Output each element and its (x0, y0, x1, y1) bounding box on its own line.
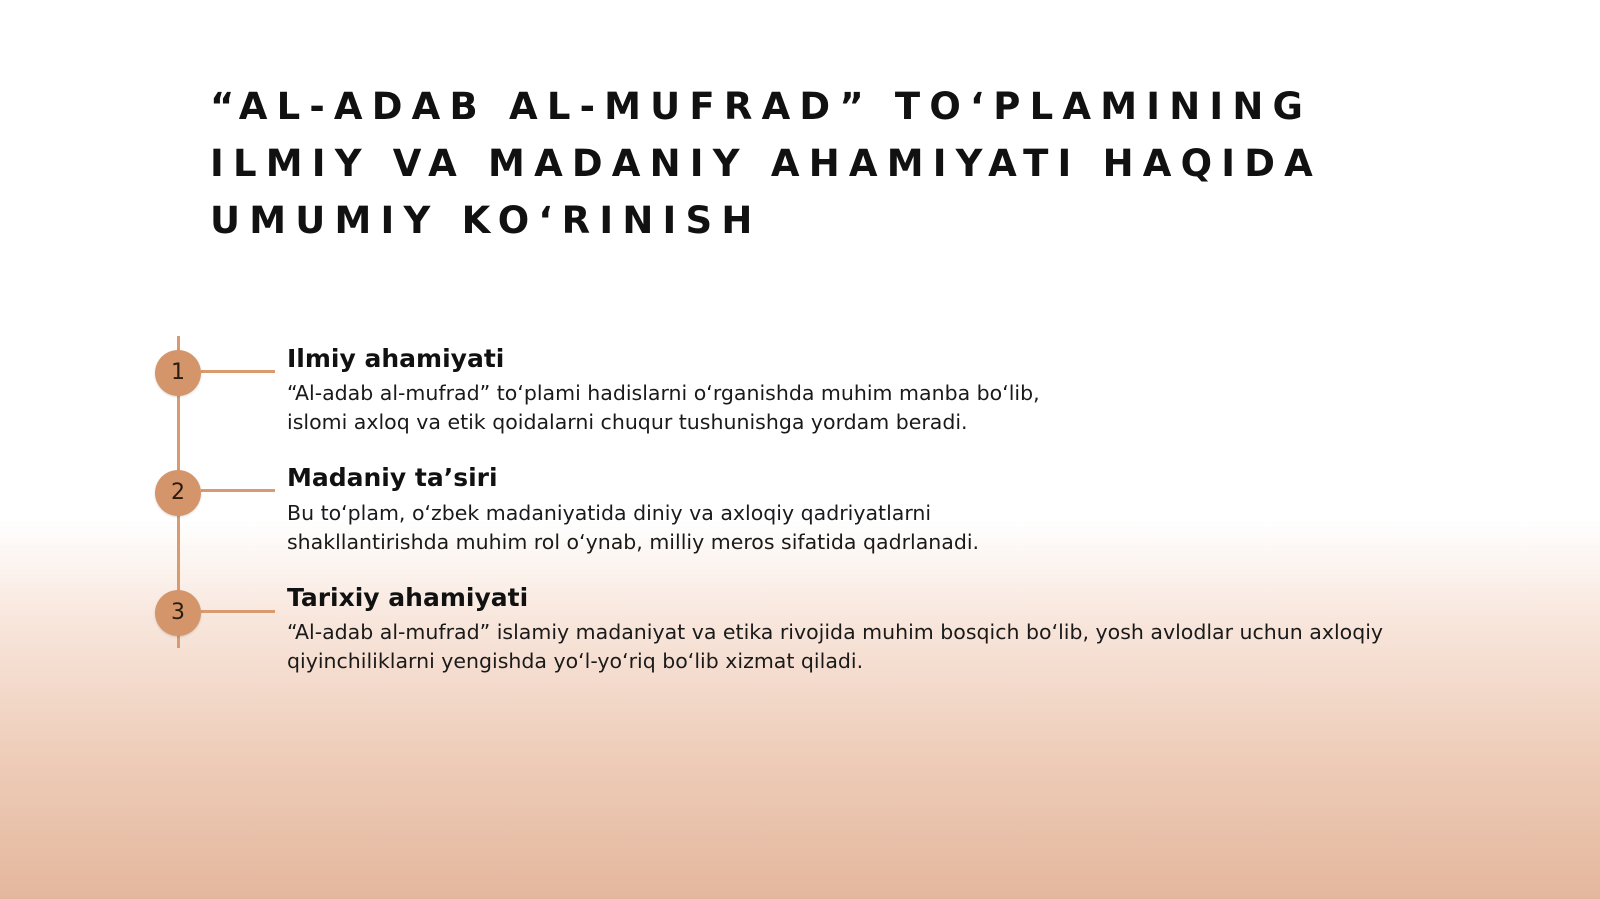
title-line-1: “AL-ADAB AL-MUFRAD” TO‘PLAMINING (210, 85, 1313, 128)
item-description-line: islomi axloq va etik qoidalarni chuqur tushunishga yordam beradi. (287, 409, 968, 434)
timeline-connector-2 (201, 489, 275, 492)
step-number-badge: 3 (155, 590, 201, 636)
timeline-connector-1 (201, 370, 275, 373)
item-heading: Ilmiy ahamiyati (287, 344, 505, 373)
step-number-badge: 2 (155, 470, 201, 516)
item-description (287, 499, 1467, 556)
item-description (287, 379, 1467, 436)
item-heading: Tarixiy ahamiyati (287, 583, 529, 612)
title-line-3: UMUMIY KO‘RINISH (210, 199, 762, 242)
item-description-line: qiyinchiliklarni yengishda yo‘l-yo‘riq bo‘lib xizmat qiladi. (287, 648, 864, 673)
timeline-connector-3 (201, 610, 275, 613)
item-description-line: “Al-adab al-mufrad” islamiy madaniyat va etika rivojida muhim bosqich bo‘lib, yosh avlodlar uchun axloqiy (287, 620, 1384, 644)
item-description (287, 618, 1467, 675)
step-number-badge: 1 (155, 350, 201, 396)
item-heading: Madaniy ta’siri (287, 463, 498, 492)
item-description-line: “Al-adab al-mufrad” to‘plami hadislarni o‘rganishda muhim manba bo‘lib, (287, 381, 1040, 405)
title-line-2: ILMIY VA MADANIY AHAMIYATI HAQIDA (210, 142, 1322, 185)
item-description-line: Bu to‘plam, o‘zbek madaniyatida diniy va axloqiy qadriyatlarni (287, 501, 932, 525)
item-description-line: shakllantirishda muhim rol o‘ynab, milliy meros sifatida qadrlanadi. (287, 529, 980, 554)
